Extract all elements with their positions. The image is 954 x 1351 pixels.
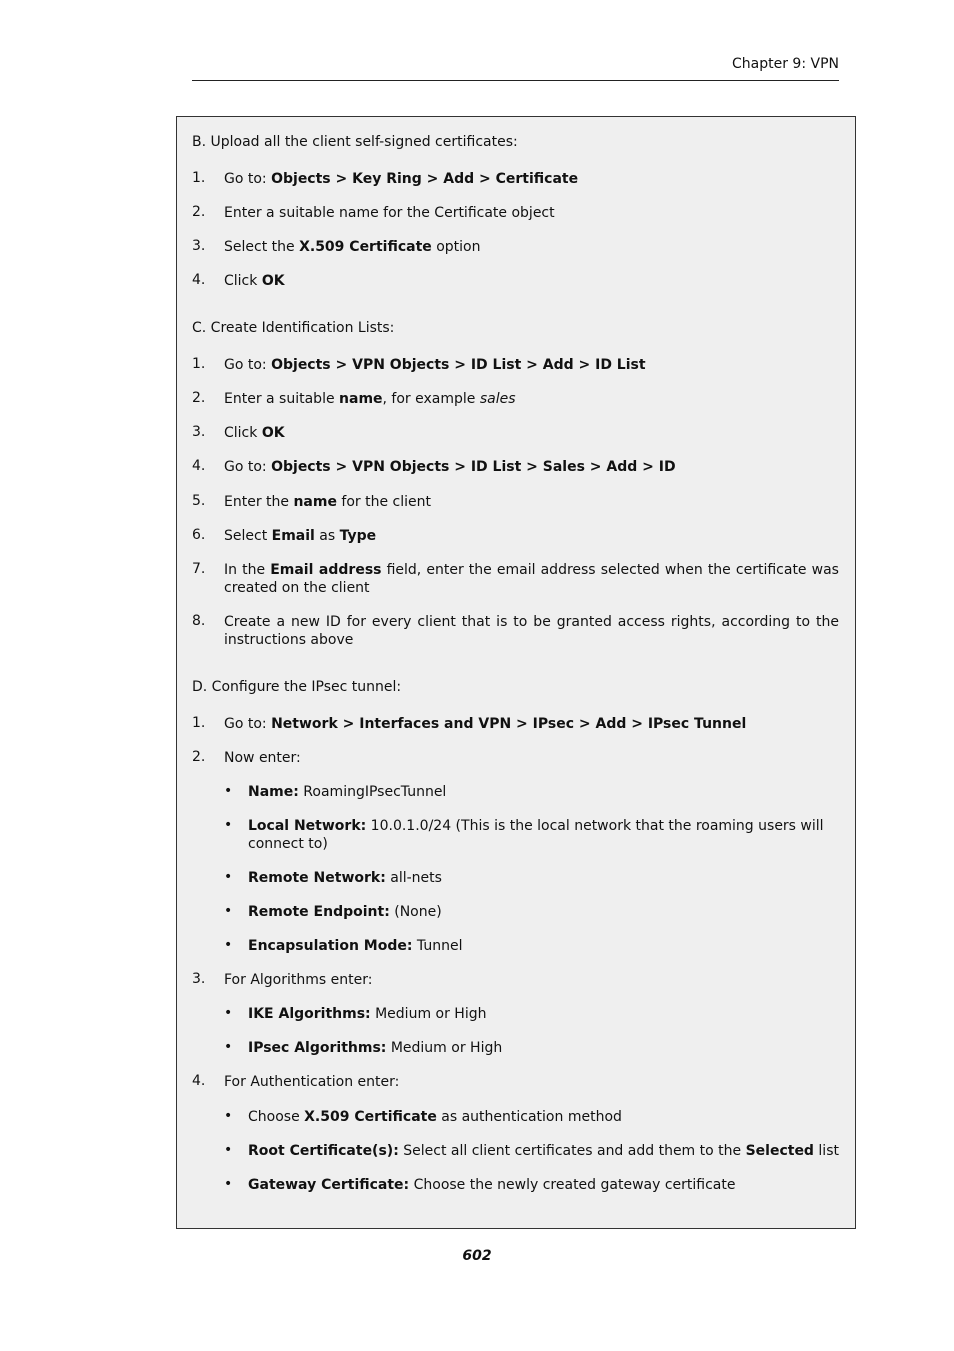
section-d-title: D. Configure the IPsec tunnel: — [192, 679, 402, 695]
chapter-title: Chapter 9: VPN — [732, 56, 839, 72]
section-c-title: C. Create Identification Lists: — [192, 320, 395, 336]
section-b-title: B. Upload all the client self-signed certificates: — [192, 134, 518, 150]
header-rule — [192, 80, 839, 81]
example-box: B. Upload all the client self-signed certificates: 1. Go to: Objects > Key Ring > Add > Certificate 2. Enter a suitable name for the Certificate object 3. Select the X.509 Certificate option 4. Click OK C. Create Identification Lists: 1. Go to: Objects > VPN Objects > ID List > Add > ID List 2. Enter a suitable name, for example sales 3. Click OK 4. Go to: Objects > VPN Objects > ID List > Sales > Add > ID 5. Enter the name for the client 6. Select Email as Type 7. In the Email address field, enter the email address selected when the certificate was created on the client 8. Create a new ID for every client that is to be granted access rights, according to the instructions above D. Configure the IPsec tunnel: 1. Go to: Network > Interfaces and VPN > IPsec > Add > IPsec Tunnel 2. Now enter: • Name: RoamingIPsecTunnel • Local Network: 10.0.1.0/24 (This is the local network that the roaming users will connect to) • Remote Network: all-nets • Remote Endpoint: (None) • Encapsulation Mode: Tunnel 3. For Algorithms enter: • IKE Algorithms: Medium or High • IPsec Algorithms: Medium or High 4. For Authentication enter: • Choose X.509 Certificate as authentication method • Root Certificate(s): Select all client certificates and add them to the Selected list • Gateway Certificate: Choose the newly created gateway certificate — [176, 116, 856, 1229]
page-number: 602 — [462, 1248, 492, 1264]
